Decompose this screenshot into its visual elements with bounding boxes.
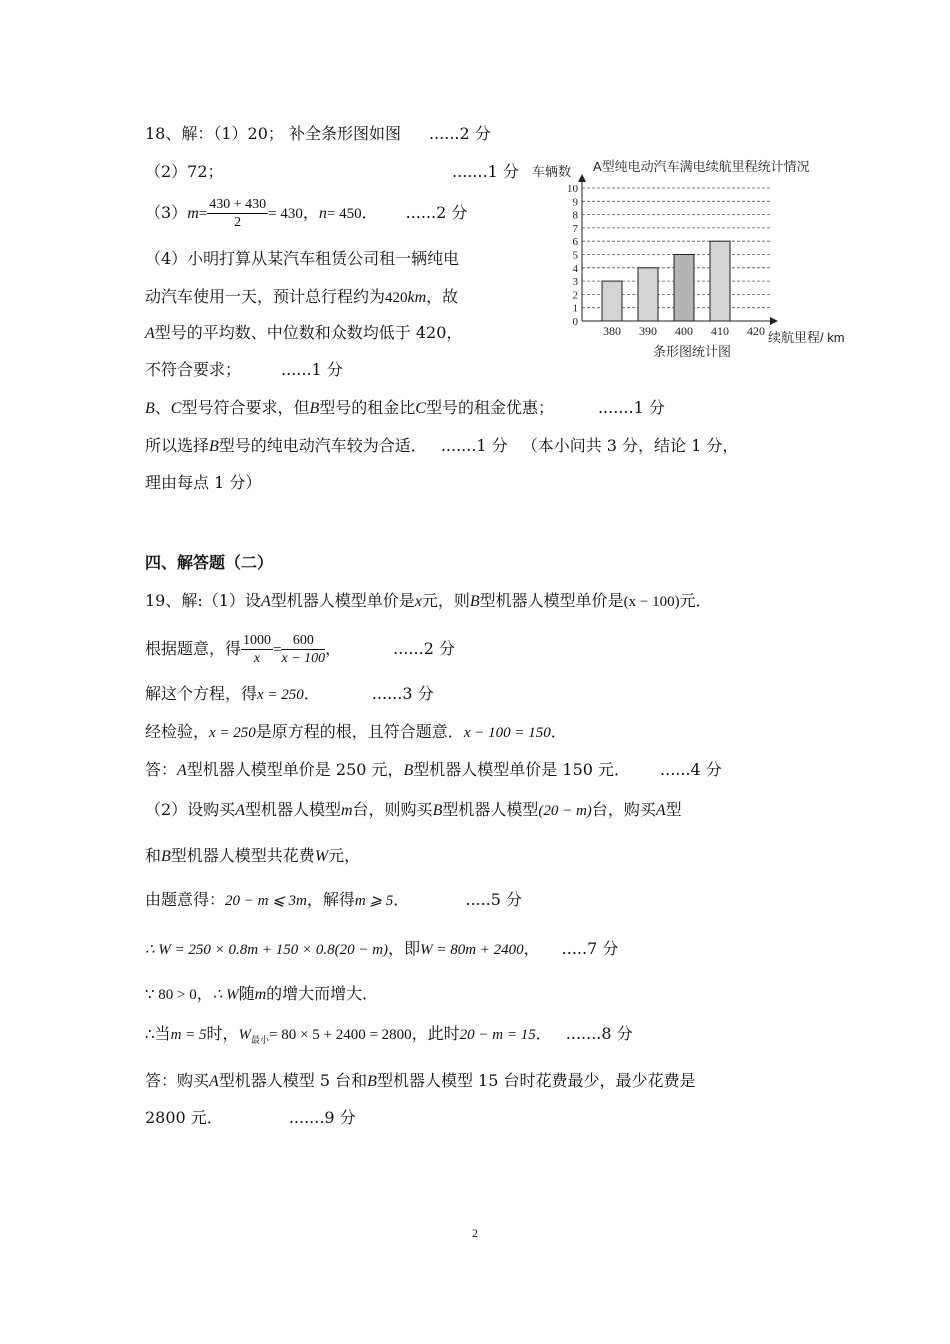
- chart-xlabel: 续航里程/ km: [768, 330, 845, 345]
- q19-line7: 和B型机器人模型共花费W元，: [145, 846, 361, 865]
- q18-line5: 动汽车使用一天，预计总行程约为420km，故: [145, 287, 459, 306]
- ytick-label: 9: [572, 196, 578, 209]
- xtick-label-410: 410: [711, 324, 729, 338]
- xtick-label-400: 400: [675, 324, 693, 338]
- q19-line13: 2800 元． .......9 分: [145, 1108, 356, 1127]
- y-axis-arrow: [578, 174, 586, 182]
- chart-title: A型纯电动汽车满电续航里程统计情况: [593, 159, 810, 174]
- q19-line5: 答：A型机器人模型单价是 250 元，B型机器人模型单价是 150 元． ......4 分: [145, 760, 722, 779]
- q19-line11: ∴当m = 5时，$W_{最小}= 80 \times 5 + 2400 = 2800$，此时20 − m = 15． .......8 分: [145, 1024, 633, 1046]
- q18-line10: 理由每点 1 分）: [145, 473, 262, 492]
- q18-line4: （4）小明打算从某汽车租赁公司租一辆纯电: [145, 249, 460, 268]
- chart-ylabel: 车辆数: [532, 164, 572, 179]
- ytick-label: 10: [567, 183, 578, 195]
- q19-line3: 解这个方程，得x = 250． ......3 分: [145, 684, 434, 703]
- section-title: 四、解答题（二）: [145, 555, 274, 572]
- q19-line1: 19、解:（1）设A型机器人模型单价是x元，则B型机器人模型单价是(x − 100)元．: [145, 591, 712, 610]
- bar-390: [638, 268, 658, 321]
- q18-line7: 不符合要求； ......1 分: [145, 360, 343, 379]
- q18-line2: （2）72； .......1 分: [145, 162, 519, 181]
- bar-380: [602, 281, 622, 321]
- q19-line10: ∵ 80 > 0，∴ W随m的增大而增大．: [145, 984, 379, 1003]
- ytick-label: 3: [572, 276, 578, 289]
- bar-400: [674, 255, 694, 322]
- q18-line6: A型号的平均数、中位数和众数均低于 420，: [145, 323, 463, 342]
- ytick-label: 8: [572, 209, 578, 222]
- ytick-label: 1: [572, 302, 578, 315]
- xtick-label-420: 420: [747, 324, 765, 338]
- q19-line2: 根据题意，得 $\frac{1000}{x}$ = $\frac{600}{x - 100}$ ， ......2 分: [145, 633, 455, 666]
- q18-line8: B、C型号符合要求，但B型号的租金比C型号的租金优惠； .......1 分: [145, 398, 665, 417]
- bar-410: [710, 241, 730, 321]
- xtick-label-390: 390: [639, 324, 657, 338]
- ytick-label: 6: [572, 236, 578, 249]
- ytick-label: 4: [572, 262, 578, 275]
- q19-line6: （2）设购买A型机器人模型m台，则购买B型机器人模型(20 − m)台，购买A型: [145, 800, 682, 819]
- chart-caption: 条形图统计图: [653, 344, 732, 359]
- q18-line1: 18、解：（1）20； 补全条形图如图 ......2 分: [145, 124, 491, 143]
- x-axis-arrow: [770, 317, 778, 325]
- q19-line12: 答：购买A型机器人模型 5 台和B型机器人模型 15 台时花费最少，最少花费是: [145, 1071, 696, 1090]
- q19-line8: 由题意得：20 − m ⩽ 3m，解得m ⩾ 5． .....5 分: [145, 890, 523, 909]
- q19-line4: 经检验，x = 250是原方程的根，且符合题意．x − 100 = 150．: [145, 722, 567, 741]
- ytick-label: 5: [572, 249, 578, 262]
- xtick-label-380: 380: [603, 324, 621, 338]
- q18-line9: 所以选择B型号的纯电动汽车较为合适． .......1 分 （本小问共 3 分，结论 1 分，: [145, 436, 739, 455]
- bar-chart: [530, 150, 870, 365]
- fraction-430: $\frac{430 + 430}{2}$: [209, 197, 267, 230]
- q18-line3: （3）m= $\frac{430 + 430}{2}$ = 430，n= 450． ......2 分: [145, 197, 468, 230]
- ytick-label: 7: [572, 222, 578, 235]
- page-number: 2: [472, 1226, 478, 1240]
- ytick-label: 0: [572, 316, 578, 328]
- ytick-label: 2: [572, 289, 578, 302]
- q19-line9: ∴ W = 250 × 0.8m + 150 × 0.8(20 − m)，即W = 80m + 2400， .....7 分: [145, 939, 619, 958]
